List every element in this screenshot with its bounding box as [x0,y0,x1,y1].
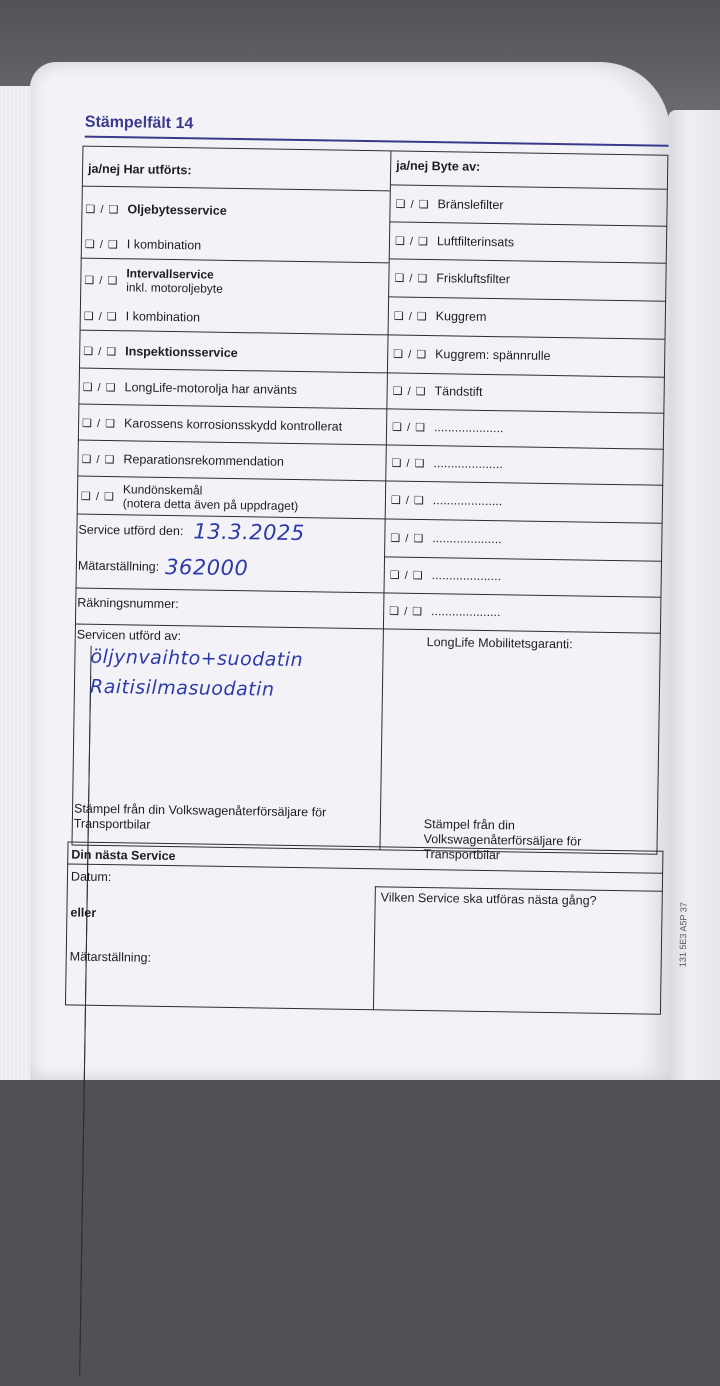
checkbox-pair[interactable]: ❑ / ❑ [83,310,118,323]
performed-by-label: Servicen utförd av: [76,627,182,644]
blank-line: .................... [431,604,501,620]
dealer-stamp-label-right: Stämpel från din Volkswagenåterförsäljare för Transportbilar [423,817,582,863]
row-label: Tändstift [434,384,483,399]
row-label: Friskluftsfilter [436,271,511,287]
checkbox-pair[interactable]: ❑ / ❑ [85,203,120,216]
next-service-title: Din nästa Service [71,847,176,864]
checkbox-pair[interactable]: ❑ / ❑ [393,347,428,361]
checkbox-pair[interactable]: ❑ / ❑ [84,274,119,287]
right-row-fuel-filter [395,194,503,216]
checkbox-pair[interactable]: ❑ / ❑ [82,417,117,430]
left-row-corrosion-check [82,413,342,437]
longlife-guarantee-label: LongLife Mobilitetsgaranti: [426,635,573,652]
row-sublabel: (notera detta även på uppdraget) [122,496,299,514]
odometer-handwritten[interactable]: 362000 [164,554,249,581]
checkbox-pair[interactable]: ❑ / ❑ [80,490,115,503]
done-column-header: ja/nej Har utförts: [88,161,192,178]
next-service-or-label: eller [70,905,97,920]
service-date-label: Service utförd den: [78,522,184,539]
checkbox-pair[interactable]: ❑ / ❑ [391,456,426,470]
checkbox-pair[interactable]: ❑ / ❑ [391,420,427,434]
blank-line: .................... [432,531,502,547]
row-label: I kombination [125,309,201,325]
next-service-question: Vilken Service ska utföras nästa gång? [380,890,597,908]
left-row-repair-recommendation [81,449,284,472]
row-label: Luftfilterinsats [436,234,515,250]
checkbox-pair[interactable]: ❑ / ❑ [81,453,116,466]
checkbox-pair[interactable]: ❑ / ❑ [394,235,430,248]
right-row-blank [391,452,503,474]
left-row-customer-request [81,480,299,515]
checkbox-pair[interactable]: ❑ / ❑ [393,310,428,323]
row-label: Bränslefilter [437,197,504,213]
performed-by-handwritten-line2[interactable]: Raitisilmasuodatin [79,676,91,1376]
checkbox-pair[interactable]: ❑ / ❑ [392,384,427,398]
next-service-odometer-label: Mätarställning: [69,949,152,965]
left-row-combination [85,234,202,256]
left-row-longlife-oil [83,377,298,400]
row-label: Intervallservice [126,266,214,282]
checkbox-pair[interactable]: ❑ / ❑ [395,198,430,211]
checkbox-pair[interactable]: ❑ / ❑ [389,568,424,582]
invoice-number-label: Räkningsnummer: [77,595,179,612]
blank-line: .................... [433,420,504,436]
row-label: Kuggrem: spännrulle [435,347,551,363]
print-code: 131 5E3 A5P 37 [677,902,689,968]
checkbox-pair[interactable]: ❑ / ❑ [394,272,429,285]
replaced-column-header: ja/nej Byte av: [396,158,481,174]
checkbox-pair[interactable]: ❑ / ❑ [84,238,119,251]
left-row-interval-service [84,264,223,298]
checkbox-pair[interactable]: ❑ / ❑ [390,493,425,507]
odometer-field [78,554,249,581]
right-row-timing-belt [394,306,487,327]
checkbox-pair[interactable]: ❑ / ❑ [389,604,424,618]
right-row-tensioner [393,343,551,365]
checkbox-pair[interactable]: ❑ / ❑ [390,531,425,545]
blank-line: .................... [433,456,504,472]
row-label: Kuggrem [435,309,487,324]
right-row-cabin-filter [394,268,510,290]
right-row-air-filter [395,231,514,253]
row-label: Oljebytesservice [127,202,227,218]
odometer-label: Mätarställning: [77,558,160,574]
title-underline [85,136,669,147]
row-label: Inspektionsservice [125,344,238,361]
right-row-blank [390,527,502,549]
left-row-combination-2 [84,306,201,328]
right-row-blank [389,600,501,622]
left-row-oil-service [85,199,227,221]
right-row-blank [392,416,504,438]
checkbox-pair[interactable]: ❑ / ❑ [83,345,118,358]
row-label: I kombination [126,237,202,253]
row-label: Karossens korrosionsskydd kontrollerat [123,416,343,434]
row-label: Kundönskemål [122,482,203,498]
performed-by-handwritten-line1[interactable]: öljynvaihto+suodatin [80,646,92,1346]
blank-line: .................... [431,568,502,584]
next-service-date-label: Datum: [70,869,112,885]
checkbox-pair[interactable]: ❑ / ❑ [82,381,117,394]
right-row-blank [391,489,503,511]
right-row-spark-plugs [393,380,483,401]
left-row-inspection-service [83,341,238,363]
service-date-field [78,518,305,546]
row-label: Reparationsrekommendation [123,452,285,469]
row-sublabel: inkl. motoroljebyte [126,280,223,296]
right-row-blank [390,564,502,586]
service-date-handwritten[interactable]: 13.3.2025 [193,519,305,546]
dealer-stamp-label-left: Stämpel från din Volkswagenåterförsäljare för Transportbilar [73,801,327,832]
blank-line: .................... [432,493,503,509]
row-label: LongLife-motorolja har använts [124,380,298,397]
page-title: Stämpelfält 14 [84,113,194,133]
